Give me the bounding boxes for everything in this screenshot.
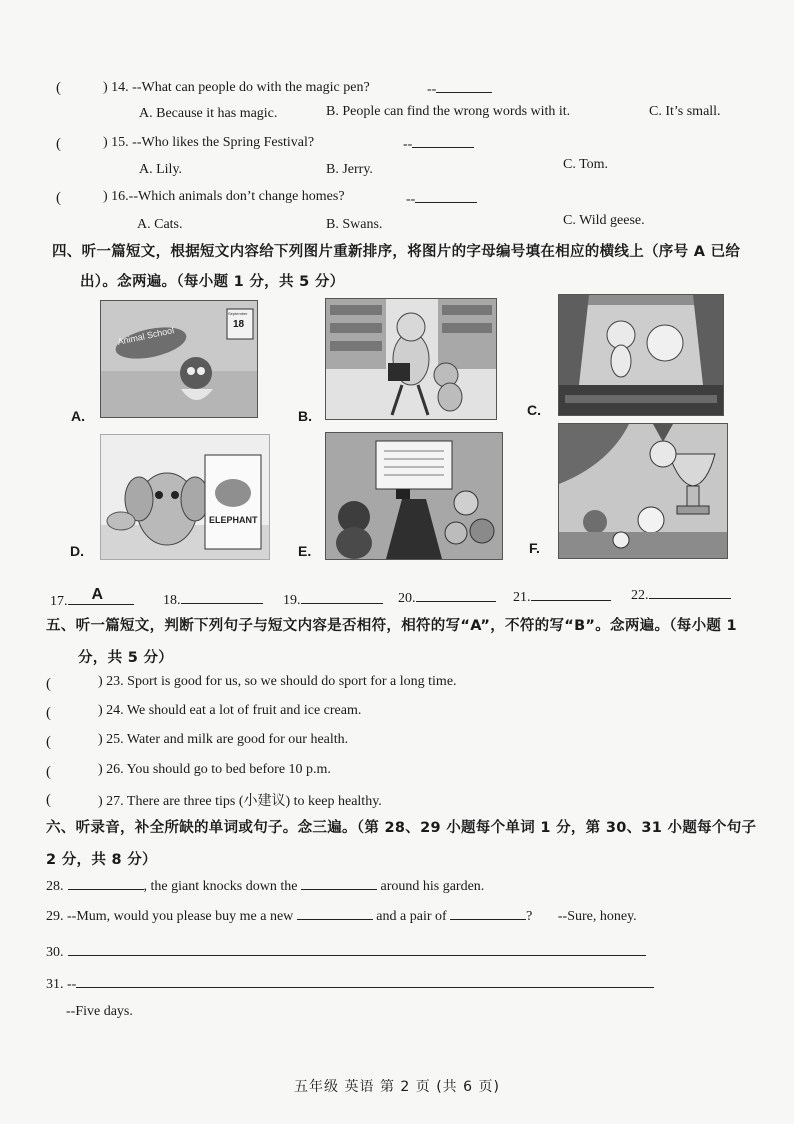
section-6-instruction: 六、听录音，补全所缺的单词或句子。念三遍。（第 28、29 小题每个单词 1 分，第 30、31 小题每个句子 — [46, 820, 757, 836]
answer-paren-23[interactable]: ( — [46, 676, 51, 692]
answer-paren-25[interactable]: ( — [46, 734, 51, 750]
elephant-board-text: ELEPHANT — [209, 515, 258, 525]
answer-17-value: A — [91, 586, 104, 603]
blank-29a[interactable] — [297, 907, 373, 920]
picture-a — [100, 300, 258, 418]
option-14b: B. People can find the wrong words with it. — [326, 104, 571, 119]
question-15: ) 15. --Who likes the Spring Festival? — [103, 135, 315, 150]
answer-20-number: 20. — [398, 591, 416, 606]
picture-c — [558, 294, 724, 416]
answer-18[interactable] — [163, 591, 263, 609]
option-15b: B. Jerry. — [326, 162, 373, 177]
option-16b: B. Swans. — [326, 217, 383, 232]
picture-d-label: D. — [70, 543, 84, 559]
section-6-instruction-cont: 2 分，共 8 分） — [46, 852, 157, 868]
question-29-text: 29. --Mum, would you please buy me a new — [46, 909, 294, 924]
answer-21[interactable] — [513, 588, 611, 606]
blank-31[interactable] — [76, 975, 654, 988]
answer-18-number: 18. — [163, 593, 181, 608]
option-14c: C. It’s small. — [649, 104, 721, 119]
question-31-reply: --Five days. — [66, 1004, 133, 1019]
section-4-instruction-cont: 出）。念两遍。（每小题 1 分，共 5 分） — [80, 274, 345, 290]
option-16a: A. Cats. — [137, 217, 183, 232]
picture-a-label: A. — [71, 408, 85, 424]
question-28-end: around his garden. — [380, 879, 485, 894]
question-29-mark: ? — [526, 909, 533, 924]
answer-paren-24[interactable]: ( — [46, 705, 51, 721]
question-30-number: 30. — [46, 945, 64, 960]
answer-paren-27[interactable]: ( — [46, 792, 51, 808]
picture-d — [100, 434, 270, 560]
answer-17-number: 17. — [50, 594, 68, 609]
page-footer: 五年级 英语 第 2 页 (共 6 页) — [294, 1079, 500, 1095]
question-30 — [46, 943, 646, 961]
answer-paren-15[interactable]: ( — [56, 136, 61, 152]
question-29-reply: --Sure, honey. — [557, 909, 637, 924]
picture-c-label: C. — [527, 402, 541, 418]
picture-e-label: E. — [298, 543, 312, 559]
statement-27: ) 27. There are three tips (小建议) to keep healthy. — [98, 794, 382, 809]
section-4-instruction: 四、听一篇短文，根据短文内容给下列图片重新排序，将图片的字母编号填在相应的横线上（序号 A 已给 — [52, 244, 741, 260]
statement-25: ) 25. Water and milk are good for our health. — [98, 732, 349, 747]
answer-17[interactable] — [50, 586, 134, 610]
animal-school-sign: Animal School — [116, 325, 175, 347]
question-14: ) 14. --What can people do with the magic pen? — [103, 80, 370, 95]
picture-f-label: F. — [529, 540, 540, 556]
option-14a: A. Because it has magic. — [139, 106, 278, 121]
reply-15: -- — [403, 135, 474, 153]
answer-20[interactable] — [398, 589, 496, 607]
picture-b — [325, 298, 497, 420]
question-16: ) 16.--Which animals don’t change homes? — [103, 189, 345, 204]
reply-16: -- — [406, 190, 477, 208]
question-31-number: 31. -- — [46, 977, 77, 992]
calendar-day: 18 — [233, 319, 245, 330]
blank-28b[interactable] — [301, 877, 377, 890]
question-28-text: , the giant knocks down the — [143, 879, 298, 894]
picture-b-label: B. — [298, 408, 312, 424]
blank-29b[interactable] — [450, 907, 526, 920]
section-5-instruction-cont: 分，共 5 分） — [78, 650, 174, 666]
question-29 — [46, 907, 637, 925]
answer-paren-26[interactable]: ( — [46, 764, 51, 780]
reply-14: -- — [427, 80, 492, 98]
question-29-mid: and a pair of — [376, 909, 447, 924]
answer-22[interactable] — [631, 586, 731, 604]
picture-e — [325, 432, 503, 560]
statement-26: ) 26. You should go to bed before 10 p.m. — [98, 762, 331, 777]
answer-21-number: 21. — [513, 590, 531, 605]
statement-24: ) 24. We should eat a lot of fruit and ice cream. — [98, 703, 362, 718]
blank-28a[interactable] — [68, 877, 144, 890]
question-31 — [46, 975, 654, 993]
answer-19[interactable] — [283, 591, 383, 609]
answer-paren-16[interactable]: ( — [56, 190, 61, 206]
answer-19-number: 19. — [283, 593, 301, 608]
blank-30[interactable] — [68, 943, 646, 956]
option-15c: C. Tom. — [563, 157, 609, 172]
answer-22-number: 22. — [631, 588, 649, 603]
question-28 — [46, 877, 484, 895]
question-28-number: 28. — [46, 879, 64, 894]
section-5-instruction: 五、听一篇短文，判断下列句子与短文内容是否相符，相符的写“A”，不符的写“B”。念两遍。（每小题 1 — [46, 618, 737, 634]
option-16c: C. Wild geese. — [563, 213, 645, 228]
answer-paren-14[interactable]: ( — [56, 80, 61, 96]
picture-f — [558, 423, 728, 559]
option-15a: A. Lily. — [139, 162, 183, 177]
calendar-month: September — [228, 311, 248, 316]
statement-23: ) 23. Sport is good for us, so we should do sport for a long time. — [98, 674, 457, 689]
